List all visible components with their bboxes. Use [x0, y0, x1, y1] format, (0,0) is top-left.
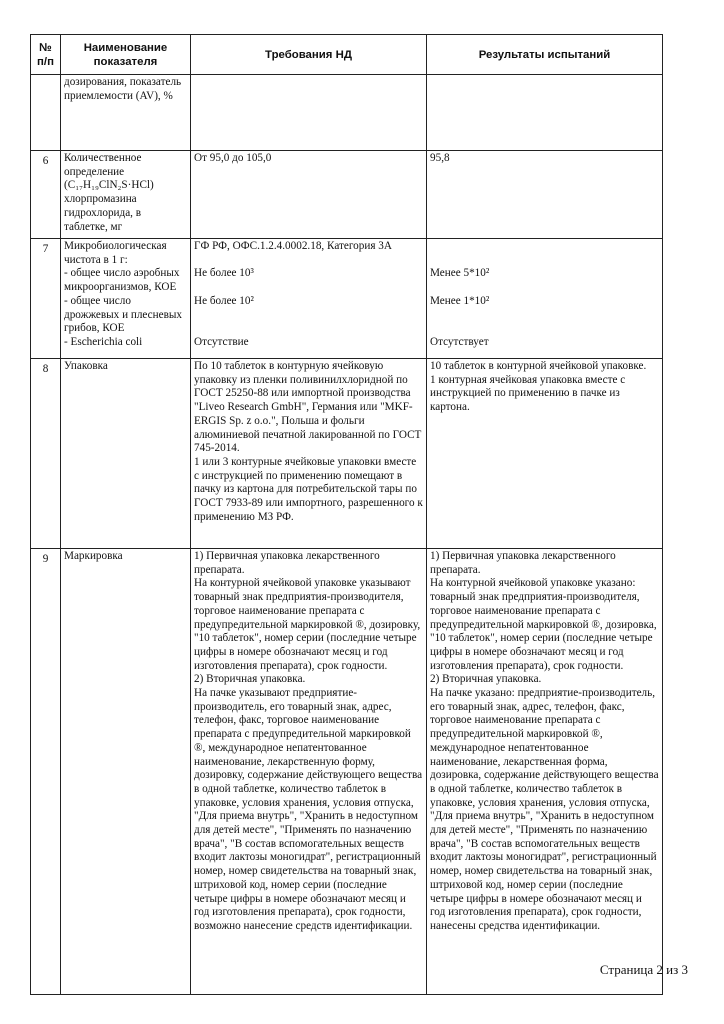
- packaging-result-paragraph: 10 таблеток в контурной ячейковой упаковке.: [430, 360, 647, 372]
- labeling-req-paragraph: 2) Вторичная упаковка.: [194, 673, 306, 686]
- labeling-result-paragraph: 1) Первичная упаковка лекарственного препарата.: [430, 550, 616, 576]
- labeling-req-paragraph: 1) Первичная упаковка лекарственного препарата.: [194, 550, 380, 576]
- header-results: Результаты испытаний: [427, 35, 663, 75]
- table-row: [31, 549, 663, 995]
- header-indicator-name: Наименование показателя: [61, 35, 191, 75]
- microbio-aerobic-req: Не более 10³: [194, 267, 254, 280]
- microbio-aerobic-result: Менее 5*10²: [430, 267, 490, 280]
- row-indicator-name: дозирования, показатель приемлемости (AV), %: [61, 75, 191, 151]
- row-number: [31, 75, 61, 151]
- row-result: 95,8: [427, 151, 663, 239]
- packaging-req-paragraph: По 10 таблеток в контурную ячейковую упаковку из пленки поливинилхлоридной по ГОСТ 25250-88 или импортной производства "Liveo Research GmbH", Германия или "MKF-ERGIS Sp. z o.o.", Польша и фольги алюминиевой печатной лакированной по ГОСТ 745-2014.: [194, 360, 422, 455]
- labeling-result-paragraph: На пачке указано: предприятие-производитель, его товарный знак, адрес, телефон, факс, торговое наименование препарата с предупредительной маркировкой ®, международное непатентованное наименование, лекарственная форма, дозировка, содержание действующего вещества в одной таблетке, количество таблеток в упаковке, условия хранения, условия отпуска, "Для приема внутрь", "Хранить в недоступном для детей месте", "Применять по назначению врача", "В состав вспомогательных веществ входит лактозы моногидрат", регистрационный номер, номер свидетельства на товарный знак, штриховой код, номер серии (последние четыре цифры в номере обозначают месяц и год изготовления препарата), срок годности, нанесены средства идентификации.: [430, 687, 659, 932]
- row-number: 6: [31, 151, 61, 239]
- table-row: [31, 151, 663, 239]
- packaging-result-paragraph: 1 контурная ячейковая упаковка вместе с инструкцией по применению в пачке из картона.: [430, 373, 626, 414]
- row-indicator-name: Маркировка: [61, 549, 191, 995]
- microbio-ecoli-label: - Escherichia coli: [64, 335, 143, 348]
- row-result: [427, 75, 663, 151]
- microbio-aerobic-label: - общее число аэробных микроорганизмов, КОЕ: [64, 267, 180, 294]
- microbio-ecoli-req: Отсутствие: [194, 335, 249, 348]
- row-requirement: [191, 549, 427, 995]
- row-requirement: [191, 239, 427, 359]
- row-indicator-name: Количественное определение (C₁₇H₁₉ClN₂S·HCl) хлорпромазина гидрохлорида, в таблетке, мг: [61, 151, 191, 239]
- table-row: [31, 359, 663, 549]
- row-indicator-name: Упаковка: [61, 359, 191, 549]
- labeling-result-paragraph: На контурной ячейковой упаковке указано: товарный знак предприятия-производителя, торговое наименование препарата с предупредительной маркировкой ®, дозировка, "10 таблеток", номер серии (последние четыре цифры в номере обозначают месяц и год изготовления препарата), срок годности.: [430, 577, 657, 672]
- row-result: [427, 549, 663, 995]
- test-results-table: [30, 34, 663, 995]
- labeling-req-paragraph: На пачке указывают предприятие-производитель, его товарный знак, адрес, телефон, факс, торговое наименование препарата с предупредительной маркировкой ®, международное непатентованное наименование, лекарственную форму, дозировку, содержание действующего вещества в одной таблетке, количество таблеток в упаковке, условия хранения, условия отпуска, "Для приема внутрь", "Хранить в недоступном для детей месте", "Применять по назначению врача", "В состав вспомогательных веществ входит лактозы моногидрат", регистрационный номер, номер свидетельства на товарный знак, штриховой код, номер серии (последние четыре цифры в номере обозначают месяц и год изготовления препарата), срок годности, возможно нанесение средств идентификации.: [194, 687, 423, 932]
- table-row: [31, 239, 663, 359]
- microbio-yeast-result: Менее 1*10²: [430, 294, 490, 307]
- microbio-title: Микробиологическая чистота в 1 г:: [64, 240, 167, 266]
- row-number: 7: [31, 239, 61, 359]
- row-requirement: [191, 359, 427, 549]
- row-number: 9: [31, 549, 61, 995]
- table-row: [31, 75, 663, 151]
- packaging-req-paragraph: 1 или 3 контурные ячейковые упаковки вместе с инструкцией по применению помещают в пачку из картона для потребительской тары по ГОСТ 7933-89 или импортного, разрешенного к применению МЗ РФ.: [194, 455, 423, 523]
- row-indicator-name: [61, 239, 191, 359]
- microbio-ecoli-result: Отсутствует: [430, 335, 489, 348]
- row-requirement: От 95,0 до 105,0: [191, 151, 427, 239]
- header-requirements: Требования НД: [191, 35, 427, 75]
- labeling-result-paragraph: 2) Вторичная упаковка.: [430, 673, 542, 686]
- document-sheet: [30, 34, 662, 995]
- row-number: 8: [31, 359, 61, 549]
- page-number: Страница 2 из 3: [599, 962, 688, 977]
- row-requirement: [191, 75, 427, 151]
- table-header-row: [31, 35, 663, 75]
- microbio-standard-ref: ГФ РФ, ОФС.1.2.4.0002.18, Категория 3А: [194, 240, 392, 252]
- microbio-yeast-label: - общее число дрожжевых и плесневых грибов, КОЕ: [64, 294, 182, 335]
- header-number: № п/п: [31, 35, 61, 75]
- row-result: [427, 239, 663, 359]
- microbio-yeast-req: Не более 10²: [194, 294, 254, 307]
- row-result: [427, 359, 663, 549]
- labeling-req-paragraph: На контурной ячейковой упаковке указывают товарный знак предприятия-производителя, торговое наименование препарата с предупредительной маркировкой ®, дозировку, "10 таблеток", номер серии (последние четыре цифры в номере обозначают месяц и год изготовления препарата), срок годности.: [194, 577, 421, 672]
